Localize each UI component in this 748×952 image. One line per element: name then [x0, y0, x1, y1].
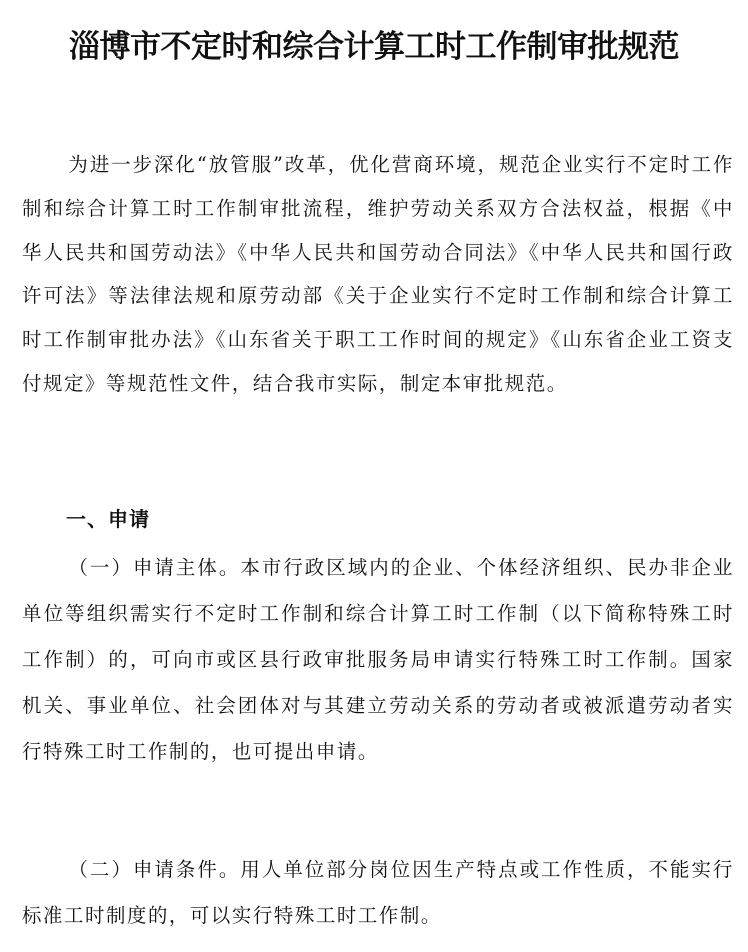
paragraph-application-subject — [22, 545, 734, 775]
paragraph-application-subject-text: （一）申请主体。本市行政区域内的企业、个体经济组织、民办非企业单位等组织需实行不定时工作制和综合计算工时工作制（以下简称特殊工时工作制）的，可向市或区县行政审批服务局申请实行特殊工时工作制。国家机关、事业单位、社会团体对与其建立劳动关系的劳动者或被派遣劳动者实行特殊工时工作制的，也可提出申请。 — [22, 556, 734, 763]
intro-paragraph-text: 为进一步深化“放管服”改革，优化营商环境，规范企业实行不定时工作制和综合计算工时工作制审批流程，维护劳动关系双方合法权益，根据《中华人民共和国劳动法》《中华人民共和国劳动合同法》《中华人民共和国行政许可法》等法律法规和原劳动部《关于企业实行不定时工作制和综合计算工时工作制审批办法》《山东省关于职工工作时间的规定》《山东省企业工资支付规定》等规范性文件，结合我市实际，制定本审批规范。 — [22, 153, 734, 395]
paragraph-application-conditions — [22, 847, 734, 939]
paragraph-application-conditions-text: （二）申请条件。用人单位部分岗位因生产特点或工作性质，不能实行标准工时制度的，可以实行特殊工时工作制。 — [22, 858, 734, 927]
section-heading-application: 一、申请 — [66, 507, 150, 531]
intro-paragraph — [22, 143, 734, 406]
document-title: 淄博市不定时和综合计算工时工作制审批规范 — [69, 29, 679, 65]
